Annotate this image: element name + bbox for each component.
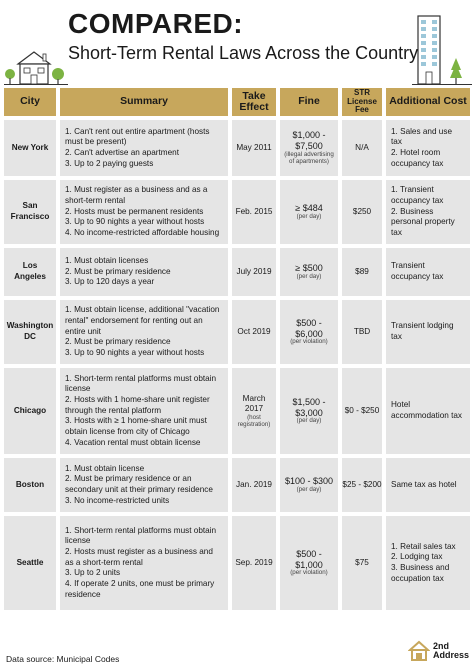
summary-line: 1. Must register as a business and as a short-term rental: [65, 185, 208, 206]
additional-cost-line: 3. Business and occupation tax: [391, 563, 450, 583]
take-effect-note: (host registration): [237, 413, 271, 428]
summary-line: 2. Must be primary residence: [65, 266, 171, 276]
data-source-note: Data source: Municipal Codes: [6, 654, 120, 664]
summary-line: 1. Must obtain license, additional "vacation rental" endorsement for renting out an entire unit: [65, 305, 220, 336]
summary-line: 3. No income-restricted units: [65, 495, 170, 505]
city-cell: Los Angeles: [4, 248, 56, 296]
additional-cost-cell: [386, 180, 470, 244]
additional-cost-cell: [386, 516, 470, 610]
fine-cell: [280, 458, 338, 512]
summary-line: 3. Up to 120 days a year: [65, 277, 155, 287]
table-body: [4, 120, 470, 610]
city-cell: Chicago: [4, 368, 56, 454]
take-effect-cell: [232, 300, 276, 364]
summary-cell: [60, 120, 228, 176]
summary-line: 4. If operate 2 units, one must be primary residence: [65, 578, 215, 599]
table-row: [4, 458, 470, 512]
summary-line: 1. Short-term rental platforms must obtain license: [65, 525, 217, 546]
fine-note: (per day): [296, 212, 322, 220]
fine-amount: ≥ $484: [295, 203, 323, 214]
take-effect-date: Sep. 2019: [235, 557, 273, 567]
city-cell: San Francisco: [4, 180, 56, 244]
city-cell: Seattle: [4, 516, 56, 610]
building-illustration-icon: [412, 14, 472, 86]
table-row: [4, 516, 470, 610]
fine-cell: [280, 300, 338, 364]
take-effect-date: May 2011: [236, 142, 272, 152]
additional-cost-cell: [386, 458, 470, 512]
additional-cost-line: 2. Lodging tax: [391, 552, 443, 562]
summary-line: 3. Hosts with ≥ 1 home-share unit must obtain license from city of Chicago: [65, 416, 207, 436]
summary-line: 1. Short-term rental platforms must obtain license: [65, 373, 217, 394]
page-title: COMPARED:: [68, 8, 244, 39]
fine-note: (per violation): [290, 569, 328, 577]
fine-cell: [280, 120, 338, 176]
fine-cell: [280, 368, 338, 454]
str-license-fee-cell: $25 - $200: [342, 458, 382, 512]
additional-cost-line: Transient lodging tax: [391, 321, 454, 341]
table-row: [4, 300, 470, 364]
summary-line: 4. Vacation rental must obtain license: [65, 437, 201, 447]
additional-cost-cell: [386, 368, 470, 454]
fine-amount: $1,500 - $3,000: [292, 396, 326, 418]
table-row: [4, 180, 470, 244]
fine-note: (illegal advertising of apartments): [284, 150, 334, 165]
summary-line: 1. Must obtain license: [65, 463, 145, 473]
table-header-row: [4, 88, 470, 116]
fine-cell: [280, 180, 338, 244]
str-license-fee-cell: $89: [342, 248, 382, 296]
additional-cost-line: 1. Sales and use tax: [391, 126, 452, 147]
summary-line: 3. Up to 2 units: [65, 568, 121, 578]
fine-note: (per day): [296, 417, 322, 425]
str-license-fee-cell: $75: [342, 516, 382, 610]
take-effect-date: Oct 2019: [237, 326, 271, 336]
summary-line: 1. Must obtain licenses: [65, 256, 149, 266]
str-license-fee-cell: $250: [342, 180, 382, 244]
str-license-fee-cell: N/A: [342, 120, 382, 176]
fine-cell: [280, 516, 338, 610]
additional-cost-cell: [386, 248, 470, 296]
summary-line: 2. Hosts must register as a business and as a short-term rental: [65, 547, 213, 567]
page-subtitle: Short-Term Rental Laws Across the Country: [68, 43, 419, 63]
fine-note: (per violation): [290, 338, 328, 346]
infographic-header: [0, 0, 474, 88]
take-effect-cell: [232, 458, 276, 512]
fine-amount: $1,000 - $7,500: [292, 130, 326, 152]
fine-cell: [280, 248, 338, 296]
summary-cell: [60, 458, 228, 512]
take-effect-cell: [232, 180, 276, 244]
summary-line: 3. Up to 90 nights a year without hosts: [65, 217, 205, 227]
take-effect-date: March 2017: [242, 393, 266, 414]
summary-line: 2. Must be primary residence or an secondary unit at their primary residence: [65, 474, 213, 494]
comparison-table: [4, 88, 470, 614]
city-cell: Washington DC: [4, 300, 56, 364]
house-illustration-icon: [4, 44, 68, 86]
summary-line: 2. Must be primary residence: [65, 337, 171, 347]
column-header-fine: Fine: [280, 88, 338, 116]
take-effect-cell: [232, 248, 276, 296]
column-header-summary: Summary: [60, 88, 228, 116]
take-effect-date: Feb. 2015: [235, 206, 273, 216]
str-license-fee-cell: $0 - $250: [342, 368, 382, 454]
summary-line: 2. Can't advertise an apartment: [65, 148, 179, 157]
logo-text-line1: 2nd: [433, 640, 450, 651]
fine-note: (per day): [296, 485, 322, 493]
city-cell: New York: [4, 120, 56, 176]
logo-text-line2: Address: [433, 650, 470, 660]
additional-cost-line: Hotel accommodation tax: [391, 400, 462, 420]
city-cell: Boston: [4, 458, 56, 512]
table-row: [4, 120, 470, 176]
summary-line: 4. No income-restricted affordable housing: [65, 227, 220, 237]
summary-cell: [60, 300, 228, 364]
additional-cost-line: 2. Hotel room occupancy tax: [391, 148, 444, 168]
column-header-str-license-fee: STR License Fee: [342, 88, 382, 116]
fine-amount: $100 - $300: [284, 476, 334, 487]
column-header-city: City: [4, 88, 56, 116]
take-effect-date: Jan. 2019: [236, 479, 272, 489]
brand-logo: [408, 640, 469, 662]
summary-line: 3. Up to 90 nights a year without hosts: [65, 347, 205, 357]
take-effect-cell: [232, 368, 276, 454]
additional-cost-cell: [386, 300, 470, 364]
fine-note: (per day): [296, 272, 322, 280]
summary-cell: [60, 248, 228, 296]
summary-line: 2. Hosts must be permanent residents: [65, 206, 204, 216]
take-effect-cell: [232, 120, 276, 176]
take-effect-date: July 2019: [236, 266, 272, 276]
additional-cost-line: 1. Transient occupancy tax: [391, 185, 444, 206]
summary-line: 2. Hosts with 1 home-share unit register through the rental platform: [65, 395, 210, 415]
fine-amount: $500 - $6,000: [295, 317, 323, 339]
column-header-take-effect: Take Effect: [232, 88, 276, 116]
take-effect-cell: [232, 516, 276, 610]
house-logo-icon: [408, 640, 430, 662]
additional-cost-line: Transient occupancy tax: [391, 261, 444, 281]
summary-line: 1. Can't rent out entire apartment (hosts must be present): [65, 126, 210, 147]
fine-amount: $500 - $1,000: [295, 548, 323, 570]
summary-line: 3. Up to 2 paying guests: [65, 158, 154, 168]
str-license-fee-cell: TBD: [342, 300, 382, 364]
column-header-additional-cost: Additional Cost: [386, 88, 470, 116]
table-row: [4, 368, 470, 454]
additional-cost-line: 1. Retail sales tax: [391, 541, 456, 551]
summary-cell: [60, 180, 228, 244]
summary-cell: [60, 368, 228, 454]
fine-amount: ≥ $500: [295, 263, 323, 274]
table-row: [4, 248, 470, 296]
additional-cost-line: Same tax as hotel: [391, 479, 457, 489]
summary-cell: [60, 516, 228, 610]
additional-cost-cell: [386, 120, 470, 176]
additional-cost-line: 2. Business personal property tax: [391, 206, 455, 237]
